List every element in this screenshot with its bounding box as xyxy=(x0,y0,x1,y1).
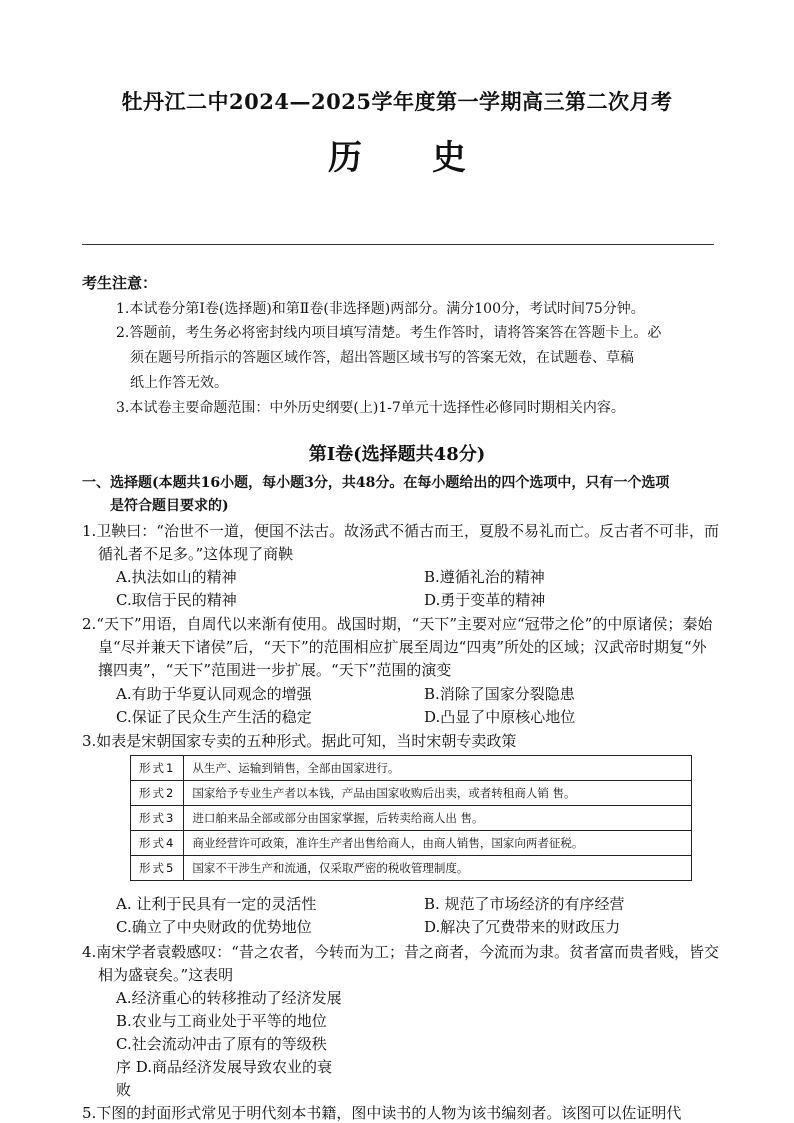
exam-title: 牡丹江二中2024—2025学年度第一学期高三第二次月考 xyxy=(121,89,673,114)
q2-option-d: D.凸显了中原核心地位 xyxy=(424,708,576,726)
q2-stem-cont2: 攘四夷”，“天下”范围进一步扩展。“天下”范围的演变 xyxy=(98,661,452,679)
q4-option-b: B.农业与工商业处于平等的地位 xyxy=(116,1012,327,1030)
table-row xyxy=(131,806,692,831)
q4-stem-cont: 相为盛衰矣。”这表明 xyxy=(98,966,234,984)
q1-option-c: C.取信于民的精神 xyxy=(116,591,237,609)
table-cell-text: 进口舶来品全部或部分由国家掌握，后转卖给商人出 售。 xyxy=(184,806,692,831)
q5-stem: 5.下图的封面形式常见于明代刻本书籍，图中读书的人物为该书编刻者。该图可以佐证明代 xyxy=(82,1104,682,1122)
q1-option-a: A.执法如山的精神 xyxy=(116,568,237,586)
table-row xyxy=(131,856,692,881)
subject-title: 历史 xyxy=(328,138,536,178)
q4-option-c: C.社会流动冲击了原有的等级秩 xyxy=(116,1035,327,1053)
q1-stem-cont: 循礼者不足多。”这体现了商鞅 xyxy=(98,545,294,563)
header-divider xyxy=(82,244,714,245)
table-cell-label: 形式3 xyxy=(131,806,184,831)
section-instruction: 一、选择题(本题共16小题，每小题3分，共48分。在每小题给出的四个选项中，只有一个选项 xyxy=(82,475,670,491)
q3-option-c: C.确立了中央财政的优势地位 xyxy=(116,918,312,936)
table-row xyxy=(131,756,692,781)
monopoly-forms-table xyxy=(130,755,692,881)
q1-option-b: B.遵循礼治的精神 xyxy=(424,568,545,586)
notice-item-1: 1.本试卷分第Ⅰ卷(选择题)和第Ⅱ卷(非选择题)两部分。满分100分，考试时间75分钟。 xyxy=(116,301,645,317)
q2-option-b: B.消除了国家分裂隐患 xyxy=(424,685,575,703)
q2-stem: 2.“天下”用语，自周代以来渐有使用。战国时期，“天下”主要对应“冠带之伦”的中原诸侯；秦始 xyxy=(82,615,713,633)
q4-option-c-cont: 序 D.商品经济发展导致农业的衰 xyxy=(116,1058,333,1076)
q1-stem: 1.卫鞅曰：“治世不一道，便国不法古。故汤武不循古而王，夏殷不易礼而亡。反古者不可非，而 xyxy=(82,522,719,540)
q4-stem: 4.南宋学者袁毂感叹：“昔之农者，今转而为工；昔之商者，今流而为隶。贫者富而贵者贱，皆交 xyxy=(82,943,719,961)
table-cell-text: 国家不干涉生产和流通，仅采取严密的税收管理制度。 xyxy=(184,856,692,881)
q2-stem-cont: 皇“尽并兼天下诸侯”后，“天下”的范围相应扩展至周边“四夷”所处的区域；汉武帝时期复“外 xyxy=(98,638,707,656)
table-cell-text: 国家给予专业生产者以本钱，产品由国家收购后出卖，或者转租商人销 售。 xyxy=(184,781,692,806)
table-cell-label: 形式1 xyxy=(131,756,184,781)
q4-option-a: A.经济重心的转移推动了经济发展 xyxy=(116,989,342,1007)
q2-option-a: A.有助于华夏认同观念的增强 xyxy=(116,685,312,703)
notice-heading: 考生注意： xyxy=(82,274,158,292)
q1-option-d: D.勇于变革的精神 xyxy=(424,591,546,609)
q4-option-d-cont: 败 xyxy=(116,1081,132,1099)
q3-option-d: D.解决了冗费带来的财政压力 xyxy=(424,918,621,936)
q3-option-b: B. 规范了市场经济的有序经营 xyxy=(424,895,625,913)
notice-item-3: 3.本试卷主要命题范围：中外历史纲要(上)1-7单元十选择性必修同时期相关内容。 xyxy=(116,400,625,416)
notice-item-2: 2.答题前，考生务必将密封线内项目填写清楚。考生作答时，请将答案答在答题卡上。必 xyxy=(116,325,662,341)
table-cell-label: 形式5 xyxy=(131,856,184,881)
table-cell-label: 形式2 xyxy=(131,781,184,806)
section-title: 第Ⅰ卷(选择题共48分) xyxy=(308,444,486,465)
section-instruction-cont: 是符合题目要求的) xyxy=(110,498,229,514)
notice-item-2-cont: 须在题号所指示的答题区域作答，超出答题区域书写的答案无效，在试题卷、草稿 xyxy=(130,350,634,366)
table-cell-label: 形式4 xyxy=(131,831,184,856)
table-cell-text: 从生产、运输到销售，全部由国家进行。 xyxy=(184,756,692,781)
table-cell-text: 商业经营许可政策，准许生产者出售给商人，由商人销售，国家向两者征税。 xyxy=(184,831,692,856)
q3-option-a: A. 让利于民具有一定的灵活性 xyxy=(116,895,317,913)
notice-item-2-cont2: 纸上作答无效。 xyxy=(130,375,228,391)
table-row xyxy=(131,831,692,856)
table-row xyxy=(131,781,692,806)
q2-option-c: C.保证了民众生产生活的稳定 xyxy=(116,708,312,726)
q3-stem: 3.如表是宋朝国家专卖的五种形式。据此可知，当时宋朝专卖政策 xyxy=(82,732,517,750)
